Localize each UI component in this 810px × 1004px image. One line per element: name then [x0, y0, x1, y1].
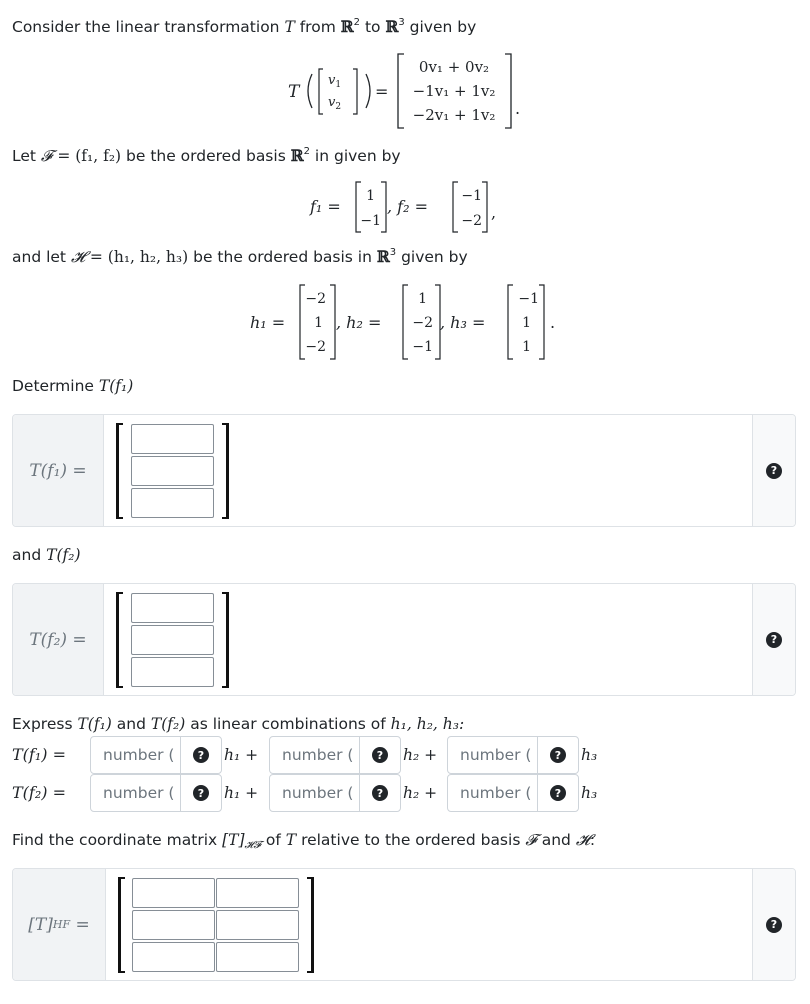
svg-text:, h₂ =: , h₂ =: [336, 313, 382, 332]
h2-entry-1: 1: [418, 291, 427, 307]
h1-entry-1: −2: [305, 291, 326, 307]
help-button[interactable]: [537, 737, 578, 773]
answer-label-tf1: T(f₁) =: [13, 415, 104, 526]
h3-entry-2: 1: [522, 315, 531, 331]
transform-row-2: −1v₁ + 1v₂: [412, 82, 496, 100]
f2-entry-2: −2: [461, 213, 482, 229]
right-bracket: [222, 423, 229, 519]
help-button[interactable]: [180, 775, 221, 811]
combo-row-2-label: T(f₂) =: [12, 783, 66, 802]
help-icon: ?: [193, 747, 209, 763]
svg-text:v2: $v_2$: [328, 95, 342, 112]
svg-text:=: =: [375, 82, 389, 101]
f2-entry-1: −1: [461, 188, 482, 204]
h1-plus-text: h₁ +: [224, 746, 259, 764]
basis-f-vectors: [305, 178, 515, 236]
coef-tf1-h3-input[interactable]: number ( ?: [447, 736, 579, 774]
answer-group-tf2: [12, 583, 796, 696]
tf2-entry-3-input[interactable]: [131, 657, 214, 687]
question-4-text: Find the coordinate matrix $[T]_{𝓗𝓕}$ of T relative to the ordered basis 𝓕 and 𝓗:: [12, 831, 596, 851]
h3-text: h₃: [581, 784, 598, 802]
tf1-entry-1-input[interactable]: [131, 424, 214, 454]
answer-group-matrix: [12, 868, 796, 981]
coef-tf1-h2-input[interactable]: number ( ?: [269, 736, 401, 774]
combo-row-1-label: T(f₁) =: [12, 745, 66, 764]
question-3-text: Express T(f₁) and T(f₂) as linear combinations of h₁, h₂, h₃:: [12, 715, 465, 733]
matrix-r1c2-input[interactable]: [216, 878, 299, 908]
left-bracket: [118, 877, 125, 973]
h2-plus-text: h₂ +: [403, 746, 438, 764]
help-button[interactable]: [180, 737, 221, 773]
help-icon: ?: [372, 747, 388, 763]
svg-text:.: .: [550, 313, 556, 332]
intro-text: Consider the linear transformation T from ℝ$^2$ to ℝ$^3$ given by: [12, 17, 477, 36]
left-bracket: [116, 423, 123, 519]
transform-definition: [280, 50, 530, 132]
h3-entry-1: −1: [518, 291, 539, 307]
tf2-entry-1-input[interactable]: [131, 593, 214, 623]
transform-row-3: −2v₁ + 1v₂: [412, 106, 496, 124]
h1-entry-3: −2: [305, 339, 326, 355]
help-button[interactable]: [537, 775, 578, 811]
help-button[interactable]: [752, 584, 795, 695]
help-icon: ?: [193, 785, 209, 801]
svg-text:,: ,: [491, 203, 497, 222]
h3-entry-3: 1: [522, 339, 531, 355]
tf1-entry-2-input[interactable]: [131, 456, 214, 486]
help-icon: ?: [766, 917, 782, 933]
coef-tf2-h1-input[interactable]: number ( ?: [90, 774, 222, 812]
coef-tf1-h1-input[interactable]: number ( ?: [90, 736, 222, 774]
answer-label-tf2: T(f₂) =: [13, 584, 104, 695]
question-2-text: and T(f₂): [12, 546, 81, 564]
svg-text:.: .: [515, 99, 521, 118]
help-button[interactable]: [752, 869, 795, 980]
help-icon: ?: [550, 747, 566, 763]
f1-entry-2: −1: [360, 213, 381, 229]
h1-entry-2: 1: [314, 315, 323, 331]
h2-entry-3: −1: [412, 339, 433, 355]
basis-h-text: and let 𝓗 = (h₁, h₂, h₃) be the ordered basis in ℝ$^3$ given by: [12, 247, 468, 266]
matrix-r3c2-input[interactable]: [216, 942, 299, 972]
help-icon: ?: [550, 785, 566, 801]
help-button[interactable]: [752, 415, 795, 526]
f1-entry-1: 1: [366, 188, 375, 204]
help-button[interactable]: [359, 737, 400, 773]
help-icon: ?: [766, 463, 782, 479]
help-icon: ?: [372, 785, 388, 801]
tf2-entry-2-input[interactable]: [131, 625, 214, 655]
left-bracket: [116, 592, 123, 688]
help-button[interactable]: [359, 775, 400, 811]
h3-text: h₃: [581, 746, 598, 764]
matrix-r2c1-input[interactable]: [132, 910, 215, 940]
question-1-text: Determine T(f₁): [12, 377, 134, 395]
svg-text:v1: $v_1$: [328, 73, 342, 90]
h2-entry-2: −2: [412, 315, 433, 331]
basis-f-text: Let 𝓕 = (f₁, f₂) be the ordered basis ℝ$^2$ in given by: [12, 146, 401, 165]
coef-tf2-h3-input[interactable]: number ( ?: [447, 774, 579, 812]
matrix-r3c1-input[interactable]: [132, 942, 215, 972]
transform-T: T: [288, 82, 300, 102]
right-bracket: [222, 592, 229, 688]
answer-group-tf1: [12, 414, 796, 527]
matrix-r1c1-input[interactable]: [132, 878, 215, 908]
svg-text:h₁ =: h₁ =: [250, 313, 286, 332]
transform-row-1: 0v₁ + 0v₂: [418, 58, 490, 76]
help-icon: ?: [766, 632, 782, 648]
coef-tf2-h2-input[interactable]: number ( ?: [269, 774, 401, 812]
basis-h-vectors: [248, 282, 568, 362]
matrix-r2c2-input[interactable]: [216, 910, 299, 940]
svg-text:, f₂ =: , f₂ =: [387, 197, 428, 216]
tf1-entry-3-input[interactable]: [131, 488, 214, 518]
svg-text:, h₃ =: , h₃ =: [440, 313, 486, 332]
svg-text:f₁ =: f₁ =: [310, 197, 341, 216]
h1-plus-text: h₁ +: [224, 784, 259, 802]
answer-label-matrix: [T] HF =: [13, 869, 106, 980]
h2-plus-text: h₂ +: [403, 784, 438, 802]
right-bracket: [307, 877, 314, 973]
